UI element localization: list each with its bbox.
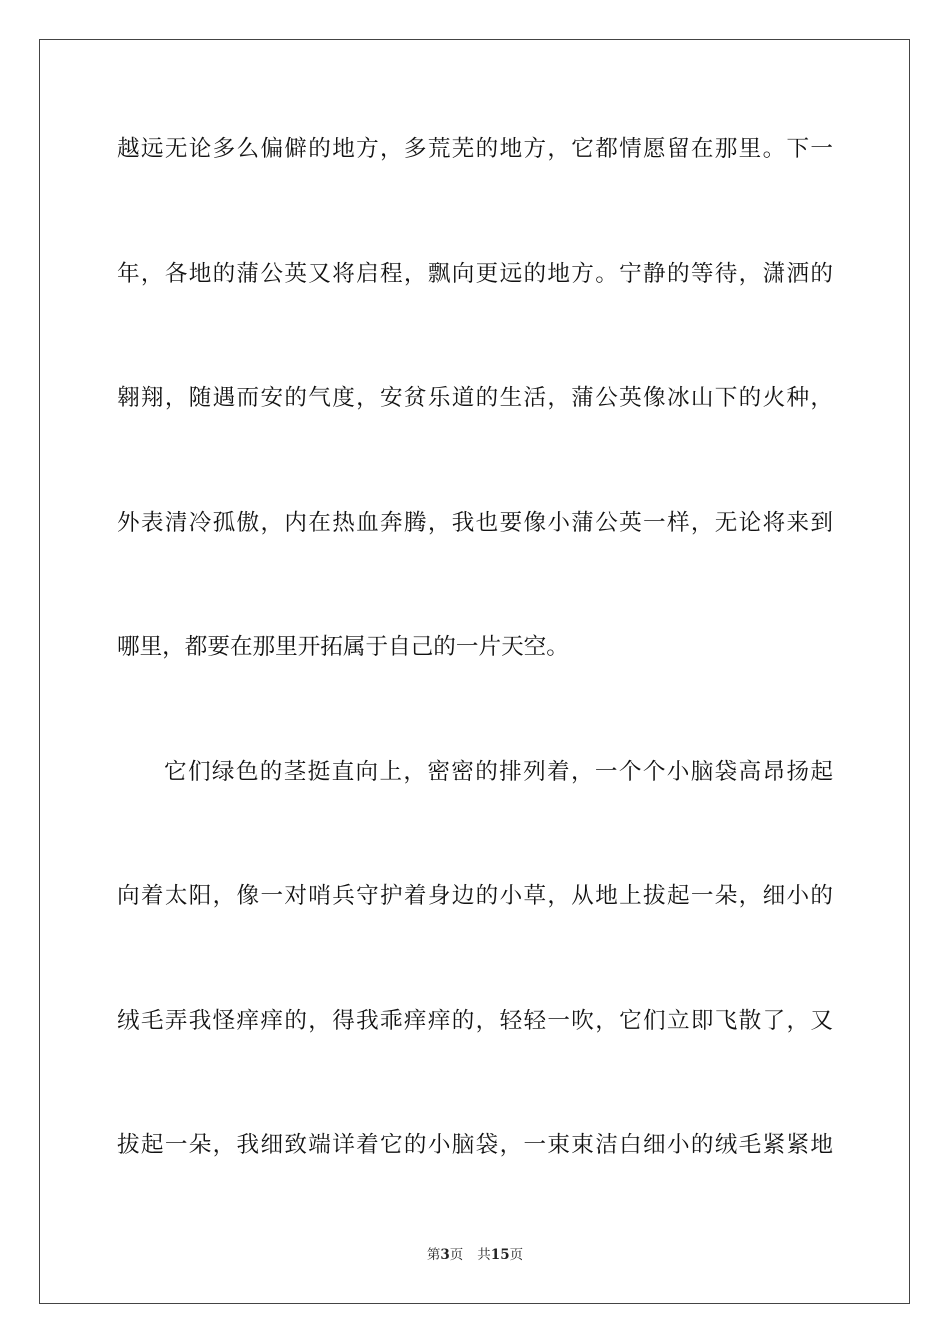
paragraph-1-line-4: 外表清冷孤傲，内在热血奔腾，我也要像小蒲公英一样，无论将来到 xyxy=(117,510,833,536)
footer-total-suffix: 页 xyxy=(509,1247,524,1263)
paragraph-2-line-3: 绒毛弄我怪痒痒的，得我乖痒痒的，轻轻一吹，它们立即飞散了，又 xyxy=(117,1008,833,1034)
paragraph-2-line-2: 向着太阳，像一对哨兵守护着身边的小草，从地上拔起一朵，细小的 xyxy=(117,883,833,909)
paragraph-2-line-4: 拔起一朵，我细致端详着它的小脑袋，一束束洁白细小的绒毛紧紧地 xyxy=(117,1132,833,1158)
footer-page-current: 3 xyxy=(440,1247,450,1263)
paragraph-1-line-1: 越远无论多么偏僻的地方，多荒芜的地方，它都情愿留在那里。下一 xyxy=(117,136,833,162)
paragraph-2-line-1: 它们绿色的茎挺直向上，密密的排列着，一个个小脑袋高昂扬起 xyxy=(164,759,833,785)
footer-total-prefix: 共 xyxy=(477,1247,491,1263)
footer-page-suffix: 页 xyxy=(449,1247,464,1263)
page-footer xyxy=(0,1245,950,1265)
paragraph-1-line-5: 哪里，都要在那里开拓属于自己的一片天空。 xyxy=(117,634,569,660)
paragraph-1-line-3: 翱翔，随遇而安的气度，安贫乐道的生活，蒲公英像冰山下的火种， xyxy=(117,385,833,411)
footer-page-total: 15 xyxy=(490,1247,510,1263)
footer-page-prefix: 第 xyxy=(426,1247,441,1263)
page-border xyxy=(39,39,910,1304)
paragraph-1-line-2: 年，各地的蒲公英又将启程，飘向更远的地方。宁静的等待，潇洒的 xyxy=(117,261,833,287)
